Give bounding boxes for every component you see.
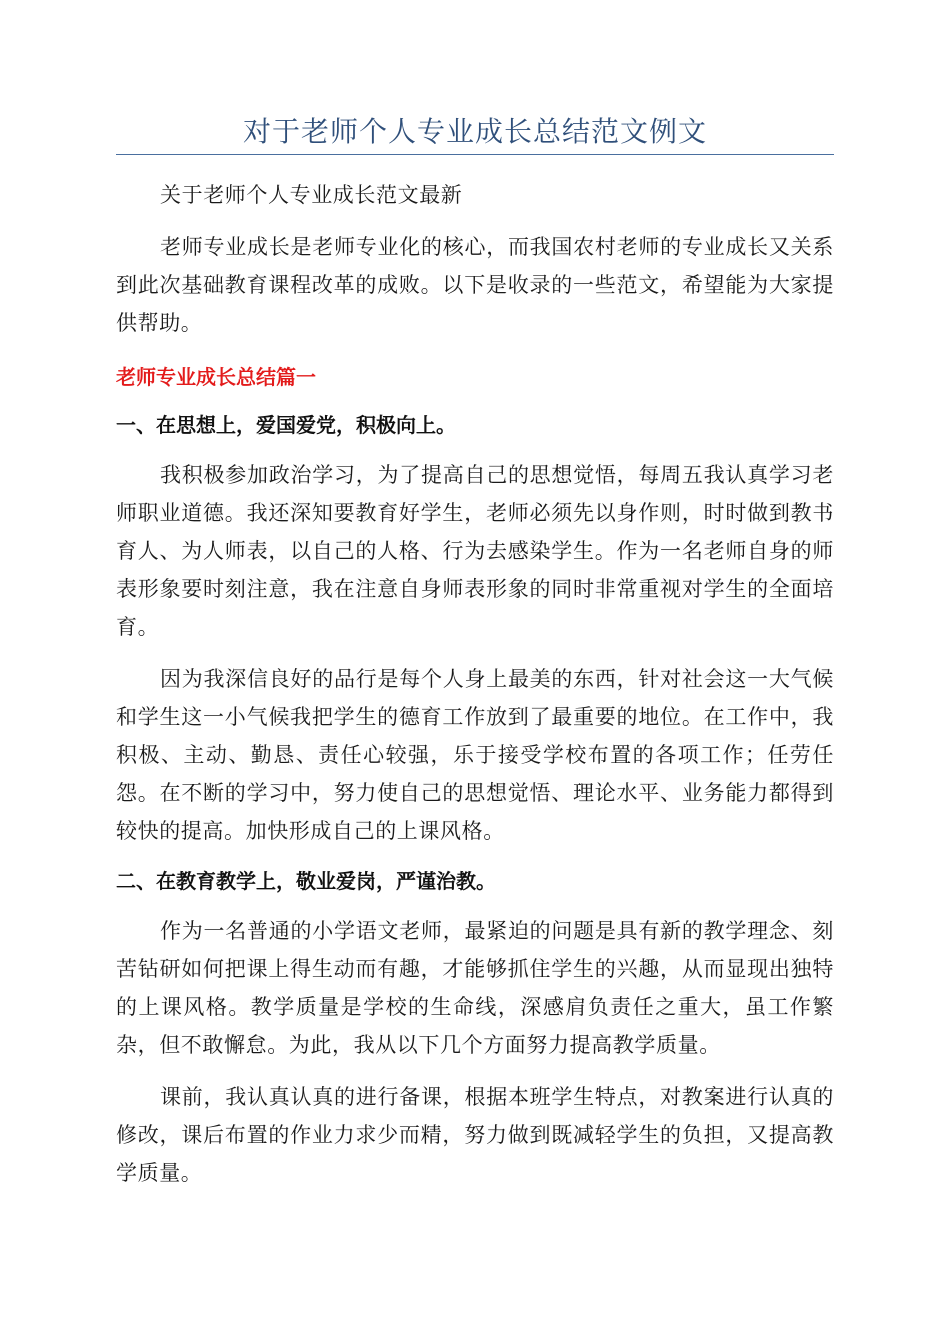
paragraph: 作为一名普通的小学语文老师，最紧迫的问题是具有新的教学理念、刻苦钻研如何把课上得生动而有趣，才能够抓住学生的兴趣，从而显现出独特的上课风格。教学质量是学校的生命线，深感肩负责任之重大，虽工作繁杂，但不敢懈怠。为此，我从以下几个方面努力提高教学质量。 xyxy=(116,919,834,1057)
point-heading-1: 一、在思想上，爱国爱党，积极向上。 xyxy=(116,413,456,437)
section-heading: 老师专业成长总结篇一 xyxy=(116,365,316,389)
document-body xyxy=(116,176,834,1192)
title-underline xyxy=(116,154,834,155)
paragraph: 课前，我认真认真的进行备课，根据本班学生特点，对教案进行认真的修改，课后布置的作业力求少而精，努力做到既减轻学生的负担，又提高教学质量。 xyxy=(116,1085,834,1185)
paragraph: 我积极参加政治学习，为了提高自己的思想觉悟，每周五我认真学习老师职业道德。我还深知要教育好学生，老师必须先以身作则，时时做到教书育人、为人师表，以自己的人格、行为去感染学生。作为一名老师自身的师表形象要时刻注意，我在注意自身师表形象的同时非常重视对学生的全面培育。 xyxy=(116,463,834,639)
intro-paragraph: 老师专业成长是老师专业化的核心，而我国农村老师的专业成长又关系到此次基础教育课程改革的成败。以下是收录的一些范文，希望能为大家提供帮助。 xyxy=(116,235,834,335)
document-title: 对于老师个人专业成长总结范文例文 xyxy=(242,115,707,148)
point-heading-2: 二、在教育教学上，敬业爱岗，严谨治教。 xyxy=(116,869,496,893)
document-page xyxy=(116,0,834,1344)
paragraph: 因为我深信良好的品行是每个人身上最美的东西，针对社会这一大气候和学生这一小气候我把学生的德育工作放到了最重要的地位。在工作中，我积极、主动、勤恳、责任心较强，乐于接受学校布置的各项工作；任劳任怨。在不断的学习中，努力使自己的思想觉悟、理论水平、业务能力都得到较快的提高。加快形成自己的上课风格。 xyxy=(116,667,834,843)
document-subtitle: 关于老师个人专业成长范文最新 xyxy=(160,183,463,207)
